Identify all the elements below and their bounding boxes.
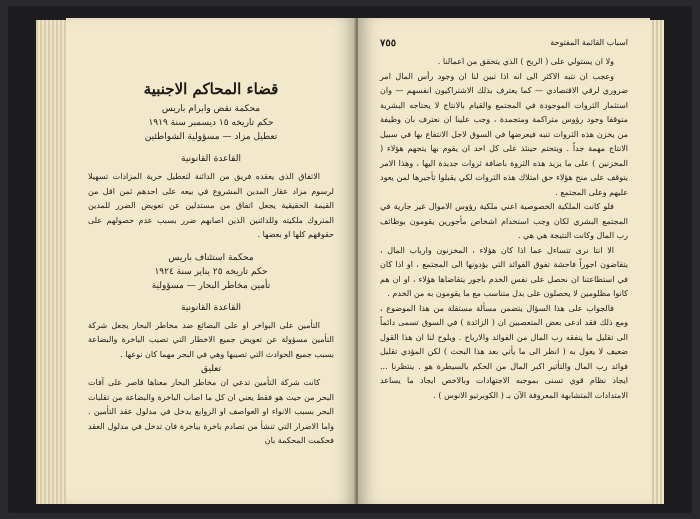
case1-subject: تعطيل مزاد — مسؤولية الشواطئين bbox=[144, 132, 278, 142]
case1-date: حكم تاريخه ١٥ ديسمبر سنة ١٩١٩ bbox=[148, 118, 274, 128]
page-number: ٧٥٥ bbox=[380, 38, 397, 49]
paragraph: فالجواب على هذا السؤال يتضمن مسألة مستقلة من هذا الموضوع ، ومع ذلك فقد ادعى بعض المتعصبين ان ( الزائدة ) في السوق تسمى دائماً الى تقليل ما ينفقه رب المال من الفوائد والارباح . ويلوح لنا ان هذا القول ضعيف لا يعول به ( انظر الى ما يأتي بعد هذا البحث ) لكن المؤدي تقليل فوائد رب المال والتأثير اكبر المال من الحكم بالسيطرة هو . ينتظرنا ... ايجاد نظام قوي تسنى بموجبه الاجتهادات وبالاخص ايجاد ما يساعد الامتدادات المتشابهة المعروفة الآن بـ ( الكوبرتيو الانوس ) . bbox=[380, 303, 628, 400]
case2-rule-text: التأمين على البواخر او على البضائع ضد مخاطر البحار يجعل شركة التأمين مسؤولة عن تعويض جميع الاخطار التي تصيب الباخرة والبضاعة بسبب جميع الحوادث التي تصيبها وهي في البحر مهما كان نوعها . bbox=[88, 320, 334, 359]
case1-court: محكمة نقض وابرام باريس bbox=[161, 104, 261, 114]
page-edges-left bbox=[36, 20, 66, 504]
case2-reasons-text: كانت شركة التأمين تدعي ان مخاطر البحار معناها قاصر على آفات البحر من حيث هو فقط يعني ان كل ما اصاب الباخرة والبضاعة من تقلبات البحر بسبب الانواء او العواصف او الزوابع يدخل في مدلول عقد التأمين . واما الاضرار التي تنشأ من تصادم باخرة بباخرة فان تدخل في مدلول العقد فحكمت المحكمة بان bbox=[88, 378, 334, 445]
case2-court: محكمة استئناف باريس bbox=[168, 252, 254, 263]
case2-reasons-heading: تعليق bbox=[200, 364, 222, 374]
running-header bbox=[380, 38, 628, 49]
paragraph: ولا ان يستولي على ( الربح ) الذي يتحقق من اعمالنا . bbox=[437, 57, 614, 66]
case1-rule-text: الاتفاق الذي يعقده فريق من الدائنة لتعطيل حرية المزادات تسهيلا لرسوم مزاد عقار المدين المشروع في بيعه على احدهم ثمن اقل من القيمة الحقيقية يجعل اتفاق من مستدلين عن تعويض الضرر للمدين المتروك ملكيته وللدائنين الذين اصابهم ضرر بسبب عدم حصولهم على حقوقهم كلها او بعضها . bbox=[88, 172, 334, 239]
paragraph: فلو كانت الملكية الخصوصية اعني ملكية رؤوس الاموال غير جارية في المجتمع البشري لكان وجب استخدام اشخاص مأجورين يقومون بوظائف رب المال وكانت النتيجة هي هي . bbox=[380, 202, 628, 240]
right-page bbox=[358, 18, 650, 504]
left-page bbox=[66, 18, 356, 504]
case2-subject: تأمين مخاطر البحار — مسؤولية bbox=[151, 280, 271, 291]
book bbox=[8, 6, 692, 513]
paragraph: الا انتا نرى تتساءل عما اذا كان هؤلاء ، المخزنون وارباب المال ، يتقاضون اجوراً فاحشة تفوق الفوائد التي يؤدونها الى المجتمع ، او اذا كان في استطاعتنا ان نحصل على نفس الخدم باجور يتقاضاها هؤلاء ، او ان هم كانوا مظلومين لا يحصلون على بدل متناسب مع ما يقومون به من الخدم . bbox=[380, 245, 628, 298]
page-title: قضاء المحاكم الاجنبية bbox=[143, 80, 279, 98]
paragraph: وعجب ان نتبه الاكثر الى انه اذا تبين لنا ان وجود رأس المال امر ضروري لرقي الاقتصادي — كما يعترف بذلك الاشتراكيون انفسهم — وان استثمار الثروات الموجودة في المجتمع والقيام بالانتاج لا يحتاجه البشرية متوقفا وجود رؤوس متراكمة ومتجمدة ، وجب علينا ان نعترف بان وظيفة من يخزن هذه الثروات تنبه فيعرضها في السوق لاجل الانتفاع بها في سبيل الانتاج مهمة جداً . ويتحتم حينئذ على كل احد ان يقوم بها يتجهم هؤلاء ( المخزنين ) على ما يزيد هذه الثروة باضافة ثروات جديدة اليها ، وهذا الامر يتوقف على منح هؤلاء حق امتلاك هذه الثروات لكي يقبلوا تأجيرها لمن يعود عليهم وعلى المجتمع . bbox=[380, 71, 628, 197]
case2-date: حكم تاريخه ٢٥ يناير سنة ١٩٢٤ bbox=[154, 266, 268, 277]
case2-rule-heading: القاعدة القانونية bbox=[181, 302, 241, 313]
case1-rule-heading: القاعدة القانونية bbox=[181, 154, 241, 164]
running-head-text: اسباب القائمة المفتوحة bbox=[550, 38, 628, 47]
